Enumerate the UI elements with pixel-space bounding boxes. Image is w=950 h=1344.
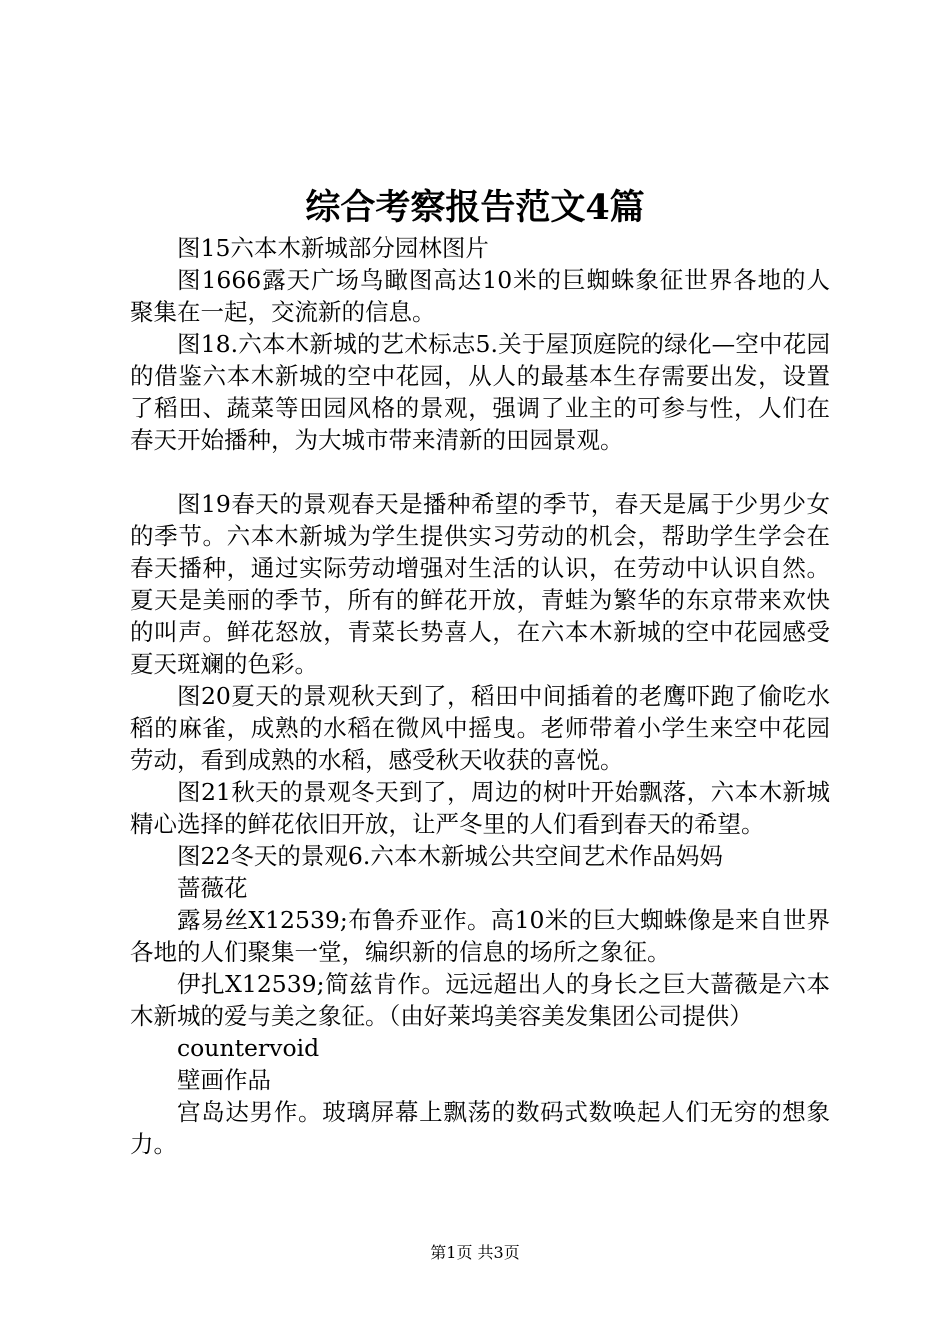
paragraph-figure-16: 图1666露天广场鸟瞰图高达10米的巨蜘蛛象征世界各地的人聚集在一起，交流新的信息。 (130, 266, 830, 326)
paragraph-figure-18: 图18.六本木新城的艺术标志5.关于屋顶庭院的绿化—空中花园的借鉴六本木新城的空中花园，从人的最基本生存需要出发，设置了稻田、蔬菜等田园风格的景观，强调了业主的可参与性，人们在春天开始播种，为大城市带来清新的田园景观。 (130, 330, 830, 454)
paragraph-mural-description: 宫岛达男作。玻璃屏幕上飘荡的数码式数唤起人们无穷的想象力。 (130, 1098, 830, 1158)
document-body (130, 232, 830, 1160)
paragraph-figure-21: 图21秋天的景观冬天到了，周边的树叶开始飘落，六本木新城精心选择的鲜花依旧开放，让严冬里的人们看到春天的希望。 (130, 778, 830, 838)
paragraph-mural: 壁画作品 (177, 1066, 271, 1094)
paragraph-spider-sculpture: 露易丝X12539;布鲁乔亚作。高10米的巨大蜘蛛像是来自世界各地的人们聚集一堂，编织新的信息的场所之象征。 (130, 906, 830, 966)
document-title: 综合考察报告范文4篇 (305, 187, 645, 228)
paragraph-rose: 蔷薇花 (177, 874, 248, 902)
paragraph-rose-sculpture: 伊扎X12539;简兹肯作。远远超出人的身长之巨大蔷薇是六本木新城的爱与美之象征。（由好莱坞美容美发集团公司提供） (130, 970, 830, 1030)
paragraph-figure-22: 图22冬天的景观6.六本木新城公共空间艺术作品妈妈 (177, 842, 723, 870)
paragraph-countervoid: countervoid (177, 1034, 320, 1062)
paragraph-figure-19: 图19春天的景观春天是播种希望的季节，春天是属于少男少女的季节。六本木新城为学生提供实习劳动的机会，帮助学生学会在春天播种，通过实际劳动增强对生活的认识，在劳动中认识自然。夏天是美丽的季节，所有的鲜花开放，青蛙为繁华的东京带来欢快的叫声。鲜花怒放，青菜长势喜人，在六本木新城的空中花园感受夏天斑斓的色彩。 (130, 490, 830, 678)
page-number: 第1页 共3页 (430, 1243, 520, 1262)
paragraph-figure-15: 图15六本木新城部分园林图片 (177, 234, 489, 262)
paragraph-figure-20: 图20夏天的景观秋天到了，稻田中间插着的老鹰吓跑了偷吃水稻的麻雀，成熟的水稻在微风中摇曳。老师带着小学生来空中花园劳动，看到成熟的水稻，感受秋天收获的喜悦。 (130, 682, 830, 774)
